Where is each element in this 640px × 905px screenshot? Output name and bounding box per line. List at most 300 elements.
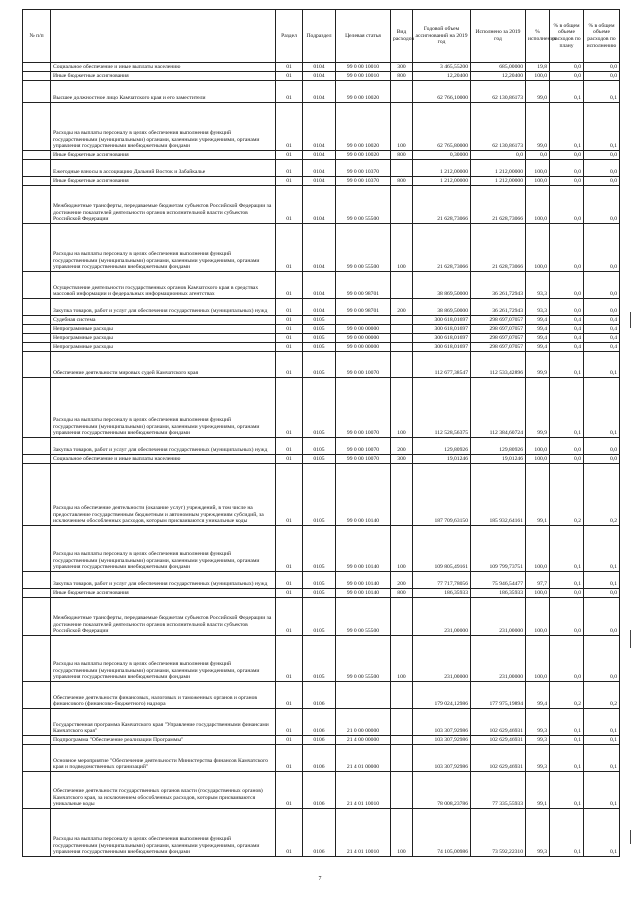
cell-name: Иные бюджетные ассигнования bbox=[51, 151, 276, 160]
cell-percent: 99,9 bbox=[526, 352, 550, 378]
cell-percent: 99,3 bbox=[526, 736, 550, 745]
cell-fact: 298 697,07057 bbox=[471, 316, 526, 325]
table-row bbox=[23, 464, 620, 526]
cell-name: Иные бюджетные ассигнования bbox=[51, 589, 276, 598]
cell-share-plan: 0,0 bbox=[550, 598, 584, 636]
cell-percent: 99,0 bbox=[526, 81, 550, 103]
cell-celevaya: 99 0 00 10070 bbox=[336, 438, 391, 455]
cell-razdel: 01 bbox=[276, 72, 303, 81]
margin-mark bbox=[630, 830, 631, 844]
table-row bbox=[23, 709, 620, 736]
cell-celevaya: 21 4 00 00000 bbox=[336, 736, 391, 745]
header-share-plan: % в общем объеме расходов по плану bbox=[550, 10, 584, 63]
cell-share-fact: 0,1 bbox=[584, 772, 620, 809]
cell-razdel: 01 bbox=[276, 343, 303, 352]
table-row bbox=[23, 682, 620, 709]
cell-celevaya: 99 0 00 55500 bbox=[336, 186, 391, 224]
cell-podrazdel: 0105 bbox=[303, 334, 336, 343]
cell-num bbox=[23, 438, 51, 455]
cell-vid bbox=[391, 736, 413, 745]
cell-vid: 200 bbox=[391, 299, 413, 316]
cell-podrazdel: 0105 bbox=[303, 589, 336, 598]
header-celevaya: Целевая статья bbox=[336, 10, 391, 63]
cell-plan: 78 008,23786 bbox=[413, 772, 471, 809]
cell-razdel: 01 bbox=[276, 438, 303, 455]
cell-podrazdel: 0105 bbox=[303, 325, 336, 334]
cell-share-plan: 0,1 bbox=[550, 772, 584, 809]
cell-share-plan: 0,0 bbox=[550, 636, 584, 682]
cell-num bbox=[23, 224, 51, 272]
table-row bbox=[23, 334, 620, 343]
table-row bbox=[23, 636, 620, 682]
cell-share-fact: 0,0 bbox=[584, 186, 620, 224]
cell-share-fact: 0,1 bbox=[584, 736, 620, 745]
cell-podrazdel: 0105 bbox=[303, 455, 336, 464]
table-row bbox=[23, 325, 620, 334]
cell-plan: 187 709,63150 bbox=[413, 464, 471, 526]
cell-celevaya: 99 0 00 10070 bbox=[336, 352, 391, 378]
cell-percent: 93,3 bbox=[526, 272, 550, 299]
cell-razdel: 01 bbox=[276, 455, 303, 464]
cell-share-fact: 0,0 bbox=[584, 72, 620, 81]
cell-plan: 300 618,01697 bbox=[413, 325, 471, 334]
cell-celevaya: 99 0 00 10140 bbox=[336, 526, 391, 572]
cell-podrazdel: 0104 bbox=[303, 81, 336, 103]
cell-plan: 21 628,73066 bbox=[413, 224, 471, 272]
cell-share-plan: 0,1 bbox=[550, 745, 584, 772]
cell-celevaya: 99 0 00 55500 bbox=[336, 636, 391, 682]
cell-plan: 62 765,80000 bbox=[413, 103, 471, 151]
cell-share-plan: 0,1 bbox=[550, 736, 584, 745]
table-row bbox=[23, 598, 620, 636]
cell-vid bbox=[391, 772, 413, 809]
cell-razdel: 01 bbox=[276, 572, 303, 589]
cell-plan: 12,20400 bbox=[413, 72, 471, 81]
cell-plan: 186,35933 bbox=[413, 589, 471, 598]
cell-percent: 100,0 bbox=[526, 177, 550, 186]
cell-vid bbox=[391, 334, 413, 343]
cell-vid: 800 bbox=[391, 177, 413, 186]
cell-share-plan: 0,0 bbox=[550, 589, 584, 598]
cell-fact: 62 130,86173 bbox=[471, 81, 526, 103]
cell-celevaya: 99 0 00 98701 bbox=[336, 299, 391, 316]
cell-percent: 99,1 bbox=[526, 464, 550, 526]
cell-percent: 99,3 bbox=[526, 745, 550, 772]
cell-name: Иные бюджетные ассигнования bbox=[51, 72, 276, 81]
cell-fact: 0,0 bbox=[471, 151, 526, 160]
table-row bbox=[23, 63, 620, 72]
cell-plan: 1 212,00000 bbox=[413, 177, 471, 186]
cell-fact: 129,80926 bbox=[471, 438, 526, 455]
cell-vid: 800 bbox=[391, 589, 413, 598]
cell-num bbox=[23, 316, 51, 325]
cell-celevaya bbox=[336, 682, 391, 709]
cell-podrazdel: 0105 bbox=[303, 464, 336, 526]
cell-plan: 300 618,01697 bbox=[413, 334, 471, 343]
table-row bbox=[23, 378, 620, 438]
cell-num bbox=[23, 636, 51, 682]
cell-share-fact: 0,4 bbox=[584, 316, 620, 325]
cell-celevaya: 21 4 01 10010 bbox=[336, 809, 391, 857]
cell-name: Основное мероприятие "Обеспечение деятельности Министерства финансов Камчатского края и подведомственных организаций" bbox=[51, 745, 276, 772]
cell-num bbox=[23, 72, 51, 81]
cell-vid bbox=[391, 186, 413, 224]
table-row bbox=[23, 160, 620, 177]
cell-celevaya: 21 4 01 00000 bbox=[336, 745, 391, 772]
cell-share-plan: 0,4 bbox=[550, 343, 584, 352]
table-row bbox=[23, 589, 620, 598]
cell-podrazdel: 0104 bbox=[303, 160, 336, 177]
cell-num bbox=[23, 736, 51, 745]
cell-name: Расходы на выплаты персоналу в целях обеспечения выполнения функций государственными (муниципальными) органами, казенными учреждениями, органами управления государственными внебюджетными фондами bbox=[51, 809, 276, 857]
table-row bbox=[23, 81, 620, 103]
cell-podrazdel: 0104 bbox=[303, 151, 336, 160]
cell-fact: 19,01246 bbox=[471, 455, 526, 464]
cell-fact: 231,00000 bbox=[471, 598, 526, 636]
cell-fact: 102 629,46931 bbox=[471, 736, 526, 745]
cell-name: Закупка товаров, работ и услуг для обеспечения государственных (муниципальных) нужд bbox=[51, 438, 276, 455]
cell-vid bbox=[391, 81, 413, 103]
cell-razdel: 01 bbox=[276, 272, 303, 299]
cell-razdel: 01 bbox=[276, 772, 303, 809]
cell-percent: 99,4 bbox=[526, 325, 550, 334]
cell-plan: 129,80926 bbox=[413, 438, 471, 455]
cell-plan: 112 677,38547 bbox=[413, 352, 471, 378]
cell-vid: 300 bbox=[391, 455, 413, 464]
cell-fact: 36 261,72943 bbox=[471, 299, 526, 316]
cell-num bbox=[23, 682, 51, 709]
cell-share-fact: 0,1 bbox=[584, 745, 620, 772]
table-row bbox=[23, 151, 620, 160]
cell-percent: 99,3 bbox=[526, 809, 550, 857]
cell-podrazdel: 0106 bbox=[303, 772, 336, 809]
cell-plan: 0,30000 bbox=[413, 151, 471, 160]
cell-share-fact: 0,2 bbox=[584, 682, 620, 709]
table-row bbox=[23, 343, 620, 352]
cell-share-plan: 0,4 bbox=[550, 316, 584, 325]
cell-fact: 73 592,22310 bbox=[471, 809, 526, 857]
table-row bbox=[23, 103, 620, 151]
cell-percent: 100,0 bbox=[526, 589, 550, 598]
cell-vid: 300 bbox=[391, 63, 413, 72]
cell-plan: 231,00000 bbox=[413, 636, 471, 682]
cell-share-plan: 0,0 bbox=[550, 438, 584, 455]
cell-share-fact: 0,0 bbox=[584, 598, 620, 636]
cell-vid: 100 bbox=[391, 636, 413, 682]
cell-fact: 112 533,42896 bbox=[471, 352, 526, 378]
cell-share-plan: 0,0 bbox=[550, 63, 584, 72]
header-razdel: Раздел bbox=[276, 10, 303, 63]
cell-percent: 99,4 bbox=[526, 334, 550, 343]
cell-plan: 62 766,10000 bbox=[413, 81, 471, 103]
cell-num bbox=[23, 103, 51, 151]
cell-share-fact: 0,4 bbox=[584, 334, 620, 343]
cell-share-fact: 0,2 bbox=[584, 464, 620, 526]
cell-share-fact: 0,0 bbox=[584, 438, 620, 455]
cell-celevaya: 99 0 00 00000 bbox=[336, 334, 391, 343]
cell-share-fact: 0,1 bbox=[584, 352, 620, 378]
cell-podrazdel: 0105 bbox=[303, 598, 336, 636]
cell-razdel: 01 bbox=[276, 709, 303, 736]
cell-share-plan: 0,0 bbox=[550, 72, 584, 81]
cell-fact: 1 212,00000 bbox=[471, 177, 526, 186]
cell-fact: 36 261,72943 bbox=[471, 272, 526, 299]
table-row bbox=[23, 745, 620, 772]
cell-name: Расходы на выплаты персоналу в целях обеспечения выполнения функций государственными (муниципальными) органами, казенными учреждениями, органами управления государственными внебюджетными фондами bbox=[51, 378, 276, 438]
cell-podrazdel: 0104 bbox=[303, 186, 336, 224]
cell-name: Высшее должностное лицо Камчатского края и его заместители bbox=[51, 81, 276, 103]
cell-plan: 112 528,56375 bbox=[413, 378, 471, 438]
cell-plan: 109 805,49161 bbox=[413, 526, 471, 572]
cell-plan: 103 307,92986 bbox=[413, 736, 471, 745]
table-row bbox=[23, 224, 620, 272]
cell-celevaya: 99 0 00 10010 bbox=[336, 63, 391, 72]
cell-razdel: 01 bbox=[276, 334, 303, 343]
cell-num bbox=[23, 186, 51, 224]
cell-vid bbox=[391, 682, 413, 709]
cell-share-fact: 0,0 bbox=[584, 455, 620, 464]
cell-num bbox=[23, 464, 51, 526]
cell-percent: 99,4 bbox=[526, 343, 550, 352]
header-percent: % исполнения bbox=[526, 10, 550, 63]
cell-vid: 100 bbox=[391, 224, 413, 272]
cell-celevaya: 99 0 00 10140 bbox=[336, 589, 391, 598]
table-row bbox=[23, 455, 620, 464]
cell-percent: 100,0 bbox=[526, 455, 550, 464]
cell-name: Закупка товаров, работ и услуг для обеспечения государственных (муниципальных) нужд bbox=[51, 299, 276, 316]
cell-percent: 100,0 bbox=[526, 526, 550, 572]
cell-podrazdel: 0104 bbox=[303, 103, 336, 151]
cell-vid bbox=[391, 745, 413, 772]
cell-share-plan: 0,0 bbox=[550, 224, 584, 272]
cell-razdel: 01 bbox=[276, 103, 303, 151]
cell-fact: 298 697,07057 bbox=[471, 325, 526, 334]
margin-mark bbox=[630, 630, 631, 648]
cell-num bbox=[23, 325, 51, 334]
cell-num bbox=[23, 772, 51, 809]
cell-num bbox=[23, 343, 51, 352]
cell-share-plan: 0,2 bbox=[550, 682, 584, 709]
cell-podrazdel: 0105 bbox=[303, 526, 336, 572]
cell-celevaya: 99 0 00 55500 bbox=[336, 598, 391, 636]
cell-num bbox=[23, 598, 51, 636]
cell-share-fact: 0,1 bbox=[584, 378, 620, 438]
cell-vid: 200 bbox=[391, 572, 413, 589]
cell-percent: 99,4 bbox=[526, 316, 550, 325]
cell-fact: 177 975,19894 bbox=[471, 682, 526, 709]
cell-name: Расходы на выплаты персоналу в целях обеспечения выполнения функций государственными (муниципальными) органами, казенными учреждениями, органами управления государственными внебюджетными фондами bbox=[51, 636, 276, 682]
cell-podrazdel: 0106 bbox=[303, 745, 336, 772]
cell-vid bbox=[391, 464, 413, 526]
budget-execution-table bbox=[22, 9, 620, 857]
margin-mark bbox=[630, 312, 631, 328]
cell-plan: 231,00000 bbox=[413, 598, 471, 636]
cell-vid: 100 bbox=[391, 526, 413, 572]
cell-celevaya: 99 0 00 10010 bbox=[336, 72, 391, 81]
cell-fact: 102 629,46931 bbox=[471, 745, 526, 772]
cell-celevaya: 99 0 00 10370 bbox=[336, 160, 391, 177]
cell-share-plan: 0,2 bbox=[550, 464, 584, 526]
cell-share-fact: 0,1 bbox=[584, 809, 620, 857]
cell-share-plan: 0,1 bbox=[550, 81, 584, 103]
cell-celevaya: 99 0 00 10020 bbox=[336, 103, 391, 151]
cell-share-plan: 0,0 bbox=[550, 186, 584, 224]
cell-name: Судебная система bbox=[51, 316, 276, 325]
cell-celevaya: 99 0 00 10140 bbox=[336, 464, 391, 526]
header-num: № п/п bbox=[23, 10, 51, 63]
cell-share-fact: 0,4 bbox=[584, 325, 620, 334]
cell-num bbox=[23, 177, 51, 186]
cell-num bbox=[23, 81, 51, 103]
cell-podrazdel: 0105 bbox=[303, 352, 336, 378]
cell-celevaya: 99 0 00 10140 bbox=[336, 572, 391, 589]
cell-share-plan: 0,1 bbox=[550, 378, 584, 438]
cell-razdel: 01 bbox=[276, 736, 303, 745]
cell-num bbox=[23, 709, 51, 736]
cell-razdel: 01 bbox=[276, 598, 303, 636]
cell-percent: 100,0 bbox=[526, 160, 550, 177]
cell-name: Межбюджетные трансферты, передаваемые бюджетам субъектов Российской Федерации за достижение показателей деятельности органов исполнительной власти субъектов Российской Федерации bbox=[51, 186, 276, 224]
cell-podrazdel: 0106 bbox=[303, 736, 336, 745]
cell-celevaya: 99 0 00 00000 bbox=[336, 343, 391, 352]
cell-num bbox=[23, 378, 51, 438]
cell-num bbox=[23, 572, 51, 589]
cell-share-plan: 0,1 bbox=[550, 572, 584, 589]
cell-razdel: 01 bbox=[276, 81, 303, 103]
cell-celevaya: 99 0 00 10070 bbox=[336, 378, 391, 438]
table-row bbox=[23, 736, 620, 745]
cell-fact: 231,00000 bbox=[471, 636, 526, 682]
cell-name: Непрограммные расходы bbox=[51, 325, 276, 334]
cell-fact: 298 697,07057 bbox=[471, 343, 526, 352]
table-row bbox=[23, 316, 620, 325]
table-row bbox=[23, 772, 620, 809]
cell-percent: 100,0 bbox=[526, 186, 550, 224]
cell-fact: 112 384,60724 bbox=[471, 378, 526, 438]
cell-share-plan: 0,0 bbox=[550, 299, 584, 316]
cell-vid bbox=[391, 272, 413, 299]
cell-share-fact: 0,0 bbox=[584, 299, 620, 316]
cell-share-fact: 0,0 bbox=[584, 636, 620, 682]
cell-percent: 100,0 bbox=[526, 598, 550, 636]
table-row bbox=[23, 186, 620, 224]
cell-share-plan: 0,1 bbox=[550, 103, 584, 151]
cell-percent: 99,3 bbox=[526, 709, 550, 736]
cell-plan: 74 105,00986 bbox=[413, 809, 471, 857]
cell-podrazdel: 0106 bbox=[303, 682, 336, 709]
cell-share-fact: 0,0 bbox=[584, 160, 620, 177]
cell-podrazdel: 0104 bbox=[303, 72, 336, 81]
cell-vid bbox=[391, 709, 413, 736]
cell-podrazdel: 0105 bbox=[303, 316, 336, 325]
cell-num bbox=[23, 589, 51, 598]
cell-vid: 800 bbox=[391, 151, 413, 160]
cell-plan: 300 618,01697 bbox=[413, 343, 471, 352]
cell-name: Закупка товаров, работ и услуг для обеспечения государственных (муниципальных) нужд bbox=[51, 572, 276, 589]
table-row bbox=[23, 299, 620, 316]
cell-plan: 1 212,00000 bbox=[413, 160, 471, 177]
cell-vid bbox=[391, 598, 413, 636]
cell-percent: 99,0 bbox=[526, 103, 550, 151]
cell-share-plan: 0,0 bbox=[550, 177, 584, 186]
cell-podrazdel: 0105 bbox=[303, 378, 336, 438]
page-number: 7 bbox=[318, 876, 322, 882]
cell-razdel: 01 bbox=[276, 636, 303, 682]
cell-plan: 19,01246 bbox=[413, 455, 471, 464]
cell-podrazdel: 0105 bbox=[303, 343, 336, 352]
cell-vid: 100 bbox=[391, 378, 413, 438]
cell-razdel: 01 bbox=[276, 177, 303, 186]
cell-fact: 21 628,73066 bbox=[471, 224, 526, 272]
cell-razdel: 01 bbox=[276, 325, 303, 334]
cell-name: Расходы на выплаты персоналу в целях обеспечения выполнения функций государственными (муниципальными) органами, казенными учреждениями, органами управления государственными внебюджетными фондами bbox=[51, 224, 276, 272]
header-plan: Годовой объем ассигнований на 2019 год bbox=[413, 10, 471, 63]
cell-share-fact: 0,1 bbox=[584, 526, 620, 572]
cell-fact: 298 697,07057 bbox=[471, 334, 526, 343]
cell-vid bbox=[391, 316, 413, 325]
cell-name: Социальное обеспечение и иные выплаты населению bbox=[51, 63, 276, 72]
cell-podrazdel: 0105 bbox=[303, 438, 336, 455]
cell-celevaya: 99 0 00 00000 bbox=[336, 325, 391, 334]
cell-plan: 103 307,92986 bbox=[413, 709, 471, 736]
cell-share-fact: 0,0 bbox=[584, 151, 620, 160]
cell-share-fact: 0,0 bbox=[584, 177, 620, 186]
cell-fact: 102 629,46931 bbox=[471, 709, 526, 736]
cell-fact: 109 799,73751 bbox=[471, 526, 526, 572]
cell-plan: 179 024,12986 bbox=[413, 682, 471, 709]
cell-name: Непрограммные расходы bbox=[51, 334, 276, 343]
cell-name: Подпрограмма "Обеспечение реализации Программы" bbox=[51, 736, 276, 745]
cell-vid: 800 bbox=[391, 72, 413, 81]
cell-name: Обеспечение деятельности мировых судей Камчатского края bbox=[51, 352, 276, 378]
cell-name: Обеспечение деятельности государственных органов власти (государственных органов) Камчатского края, за исключением обособленных расходов, которым присваиваются уникальные коды bbox=[51, 772, 276, 809]
cell-razdel: 01 bbox=[276, 464, 303, 526]
cell-celevaya: 21 0 00 00000 bbox=[336, 709, 391, 736]
cell-share-plan: 0,4 bbox=[550, 334, 584, 343]
cell-podrazdel: 0105 bbox=[303, 572, 336, 589]
cell-podrazdel: 0105 bbox=[303, 636, 336, 682]
cell-podrazdel: 0104 bbox=[303, 224, 336, 272]
cell-name: Расходы на обеспечение деятельности (оказание услуг) учреждений, в том числе на предоставление государственным бюджетным и автономным учреждениям субсидий, за исключением обособленных расходов, которым присваиваются уникальные коды bbox=[51, 464, 276, 526]
cell-name: Иные бюджетные ассигнования bbox=[51, 177, 276, 186]
cell-name: Непрограммные расходы bbox=[51, 343, 276, 352]
cell-plan: 38 869,50000 bbox=[413, 272, 471, 299]
cell-num bbox=[23, 299, 51, 316]
cell-share-plan: 0,0 bbox=[550, 455, 584, 464]
cell-share-plan: 0,0 bbox=[550, 151, 584, 160]
table-row bbox=[23, 438, 620, 455]
cell-razdel: 01 bbox=[276, 63, 303, 72]
cell-celevaya: 99 0 00 10070 bbox=[336, 455, 391, 464]
cell-share-fact: 0,1 bbox=[584, 81, 620, 103]
table-row bbox=[23, 809, 620, 857]
cell-razdel: 01 bbox=[276, 809, 303, 857]
cell-plan: 21 628,73066 bbox=[413, 186, 471, 224]
cell-razdel: 01 bbox=[276, 316, 303, 325]
cell-fact: 75 946,54477 bbox=[471, 572, 526, 589]
cell-razdel: 01 bbox=[276, 589, 303, 598]
cell-fact: 12,20400 bbox=[471, 72, 526, 81]
cell-celevaya: 21 4 01 10010 bbox=[336, 772, 391, 809]
cell-percent: 100,0 bbox=[526, 438, 550, 455]
cell-razdel: 01 bbox=[276, 186, 303, 224]
table-row bbox=[23, 272, 620, 299]
cell-fact: 685,00000 bbox=[471, 63, 526, 72]
cell-podrazdel: 0104 bbox=[303, 177, 336, 186]
cell-share-fact: 0,4 bbox=[584, 343, 620, 352]
cell-share-plan: 0,1 bbox=[550, 352, 584, 378]
cell-fact: 62 130,86173 bbox=[471, 103, 526, 151]
